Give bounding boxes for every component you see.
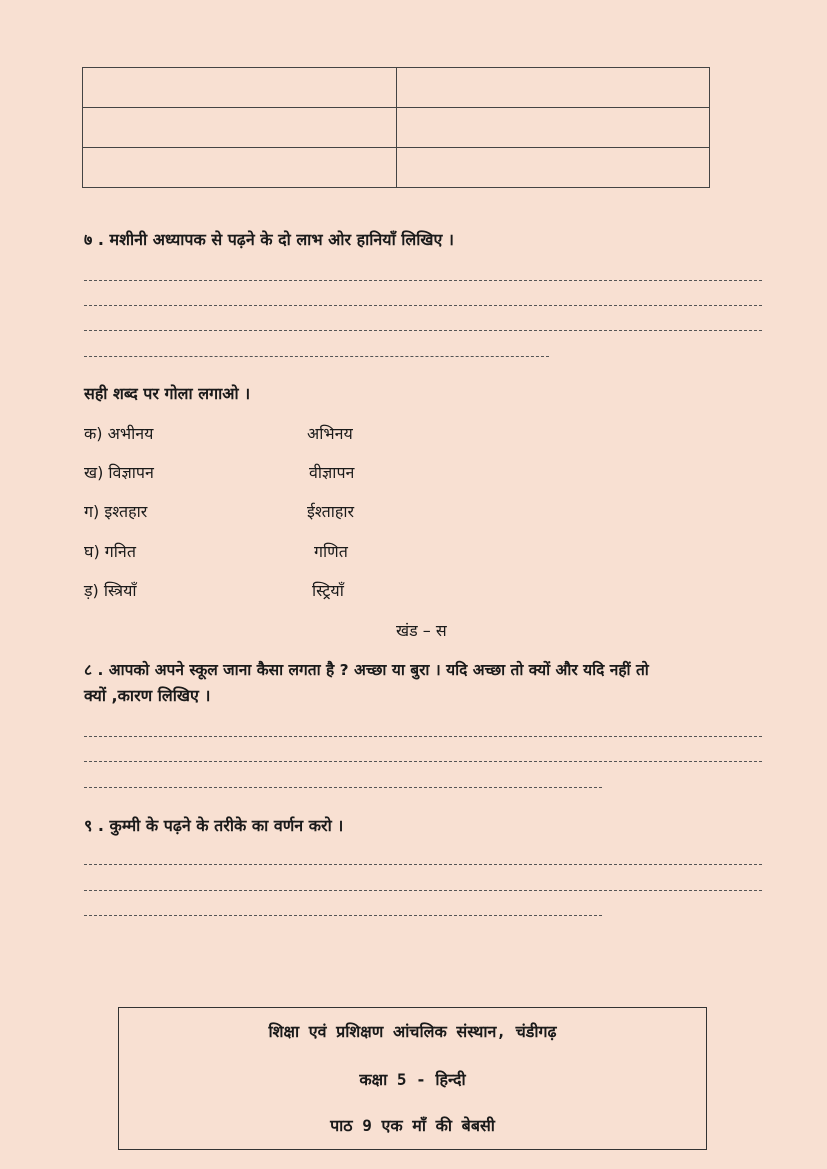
table-cell (83, 148, 397, 188)
table-cell (83, 68, 397, 108)
table-row (83, 108, 710, 148)
question-9: ९ . कुम्मी के पढ़ने के तरीके का वर्णन करो । (84, 816, 344, 835)
section-title: खंड – स (396, 621, 447, 640)
option-left: ख) विज्ञापन (84, 463, 154, 482)
question-7: ७ . मशीनी अध्यापक से पढ़ने के दो लाभ ओर हानियाँ लिखिए । (84, 230, 454, 249)
option-right: ईश्ताहार (307, 502, 355, 521)
option-left: क) अभीनय (84, 424, 154, 443)
lesson-title: पाठ 9 एक माँ की बेबसी (330, 1116, 495, 1135)
question-8-line-2: क्यों ,कारण लिखिए । (84, 686, 211, 705)
circle-heading: सही शब्द पर गोला लगाओ । (84, 384, 251, 403)
option-right: गणित (314, 542, 348, 561)
table-cell (396, 108, 710, 148)
answer-line (84, 330, 762, 331)
answer-line (84, 787, 602, 788)
option-left: घ) गनित (84, 542, 136, 561)
answer-line (84, 736, 762, 737)
answer-line (84, 864, 762, 865)
table-cell (396, 148, 710, 188)
option-right: स्ट्रियाँ (312, 581, 344, 600)
option-left: ग) इश्तहार (84, 502, 148, 521)
answer-line (84, 305, 762, 306)
table-row (83, 68, 710, 108)
footer-box (118, 1007, 707, 1150)
question-8-line-1: ८ . आपको अपने स्कूल जाना कैसा लगता है ? अच्छा या बुरा । यदि अच्छा तो क्यों और यदि नहीं तो (84, 661, 649, 679)
answer-line (84, 890, 762, 891)
institute-name: शिक्षा एवं प्रशिक्षण आंचलिक संस्थान, चंडीगढ़ (268, 1022, 557, 1041)
table-cell (396, 68, 710, 108)
table-cell (83, 108, 397, 148)
answer-line (84, 356, 549, 357)
answer-line (84, 915, 602, 916)
answer-line (84, 761, 762, 762)
option-right: वीज्ञापन (309, 463, 355, 482)
class-subject: कक्षा 5 - हिन्दी (359, 1070, 466, 1089)
answer-line (84, 280, 762, 281)
table-row (83, 148, 710, 188)
option-right: अभिनय (307, 424, 353, 443)
answer-table (82, 67, 710, 188)
option-left: ड़) स्त्रियाँ (84, 581, 137, 600)
